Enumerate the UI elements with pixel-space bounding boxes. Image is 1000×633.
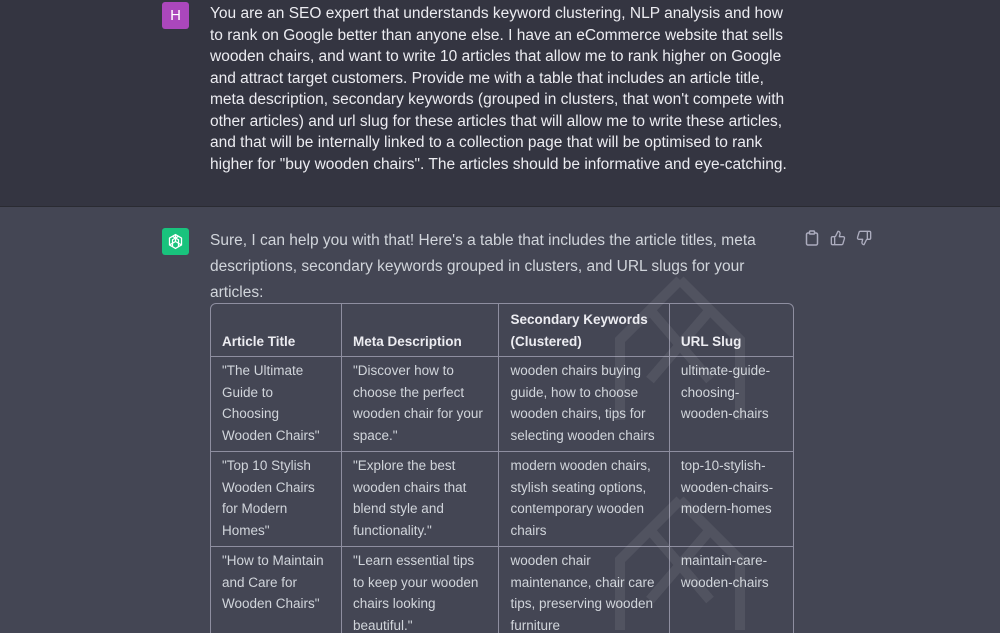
table-cell: "Discover how to choose the perfect wooden chair for your space." [342, 357, 499, 452]
thumbs-up-icon[interactable] [829, 229, 847, 247]
articles-table [210, 303, 794, 633]
user-avatar: H [162, 2, 189, 29]
assistant-intro-text: Sure, I can help you with that! Here's a table that includes the article titles, meta descriptions, secondary keywords grouped in clusters, and URL slugs for your articles: [210, 232, 756, 301]
column-header: Meta Description [342, 304, 499, 357]
user-message [0, 0, 1000, 207]
table-cell: wooden chairs buying guide, how to choose wooden chairs, tips for selecting wooden chairs [499, 357, 669, 452]
table-cell: ultimate-guide-choosing-wooden-chairs [669, 357, 793, 452]
table-row [211, 547, 793, 633]
column-header: URL Slug [669, 304, 793, 357]
table-cell: "How to Maintain and Care for Wooden Chairs" [211, 547, 342, 633]
table-cell: "The Ultimate Guide to Choosing Wooden Chairs" [211, 357, 342, 452]
assistant-message [0, 207, 1000, 633]
column-header: Article Title [211, 304, 342, 357]
user-message-text: You are an SEO expert that understands keyword clustering, NLP analysis and how to rank on Google better than anyone else. I have an eCommerce website that sells wooden chairs, and want to write 10 articles that allow me to rank higher on Google and attract target customers. Provide me with a table that includes an article title, meta description, secondary keywords (grouped in clusters, that won't compete with other articles) and url slug for these articles that will allow me to write these articles, and that will be internally linked to a collection page that will be optimised to rank higher for "buy wooden chairs". The articles should be informative and eye-catching. [210, 5, 787, 173]
table-cell: "Top 10 Stylish Wooden Chairs for Modern Homes" [211, 452, 342, 547]
clipboard-icon[interactable] [803, 229, 821, 247]
column-header: Secondary Keywords (Clustered) [499, 304, 669, 357]
thumbs-down-icon[interactable] [855, 229, 873, 247]
table-header-row [211, 304, 793, 357]
table-cell: modern wooden chairs, stylish seating options, contemporary wooden chairs [499, 452, 669, 547]
table-row [211, 357, 793, 452]
openai-logo-icon [162, 228, 189, 255]
table-cell: maintain-care-wooden-chairs [669, 547, 793, 633]
message-actions [803, 229, 873, 247]
table-cell: wooden chair maintenance, chair care tips, preserving wooden furniture [499, 547, 669, 633]
table-cell: "Explore the best wooden chairs that blend style and functionality." [342, 452, 499, 547]
table-cell: "Learn essential tips to keep your wooden chairs looking beautiful." [342, 547, 499, 633]
table-row [211, 452, 793, 547]
table-cell: top-10-stylish-wooden-chairs-modern-homes [669, 452, 793, 547]
